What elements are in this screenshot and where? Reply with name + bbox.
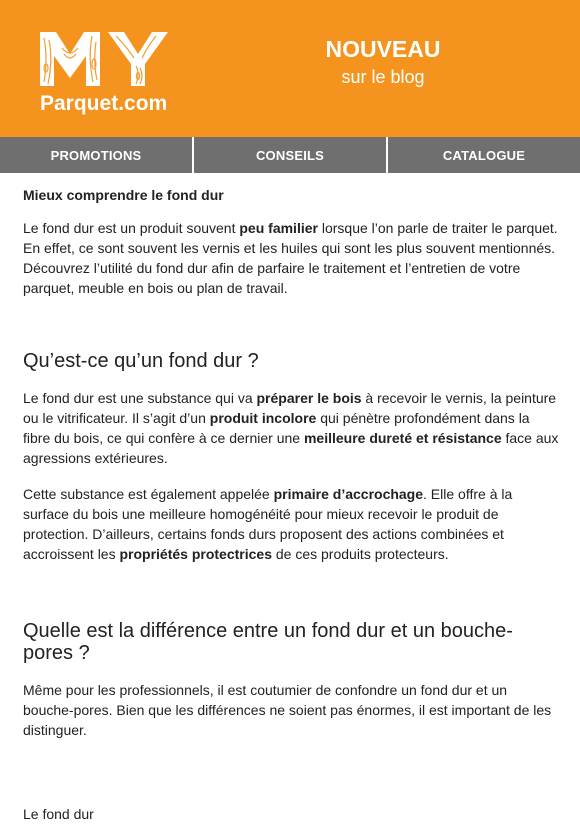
main-nav	[0, 137, 580, 173]
intro-paragraph: Le fond dur est un produit souvent peu familier lorsque l’on parle de traiter le parquet. En effet, ce sont souvent les vernis et les huiles qui sont les plus souvent mentionnés. Découvrez l’utilité du fond dur afin de parfaire le traitement et l’entretien de votre parquet, meuble en bois ou plan de travail.	[23, 220, 558, 296]
section-heading-fond-dur: Qu’est-ce qu’un fond dur ?	[23, 350, 259, 372]
article-body	[23, 185, 559, 824]
nav-conseils[interactable]: CONSEILS	[255, 147, 325, 163]
section-heading-le-fond-dur: Le fond dur	[23, 806, 94, 822]
nav-catalogue[interactable]: CATALOGUE	[442, 147, 526, 163]
logo-wood-letters-icon	[36, 28, 186, 90]
logo-domain-text: Parquet.com	[40, 92, 168, 115]
section2-paragraph-1: Même pour les professionnels, il est coutumier de confondre un fond dur et un bouche-pores. Bien que les différences ne soient pas énormes, il est important de les distinguer.	[23, 682, 552, 738]
intro-title: Mieux comprendre le fond dur	[23, 187, 224, 203]
section1-paragraph-1: Le fond dur est une substance qui va préparer le bois à recevoir le vernis, la peinture ou le vitrificateur. Il s’agit d’un produit incolore qui pénètre profondément dans la fibre du bois, ce qui confère à ce dernier une meilleure dureté et résistance face aux agressions extérieures.	[23, 390, 559, 466]
nav-promotions[interactable]: PROMOTIONS	[50, 147, 142, 163]
banner-title: NOUVEAU	[325, 36, 441, 62]
section-heading-difference: Quelle est la différence entre un fond dur et un bouche-pores ?	[23, 620, 513, 664]
myparquet-logo[interactable]	[36, 28, 186, 120]
header-banner	[0, 0, 580, 137]
banner-subtitle: sur le blog	[341, 67, 425, 87]
section1-paragraph-2: Cette substance est également appelée primaire d’accrochage. Elle offre à la surface du bois une meilleure homogénéité pour mieux recevoir le produit de protection. D’ailleurs, certains fonds durs proposent des actions combinées et accroissent les propriétés protectrices de ces produits protecteurs.	[23, 486, 513, 562]
